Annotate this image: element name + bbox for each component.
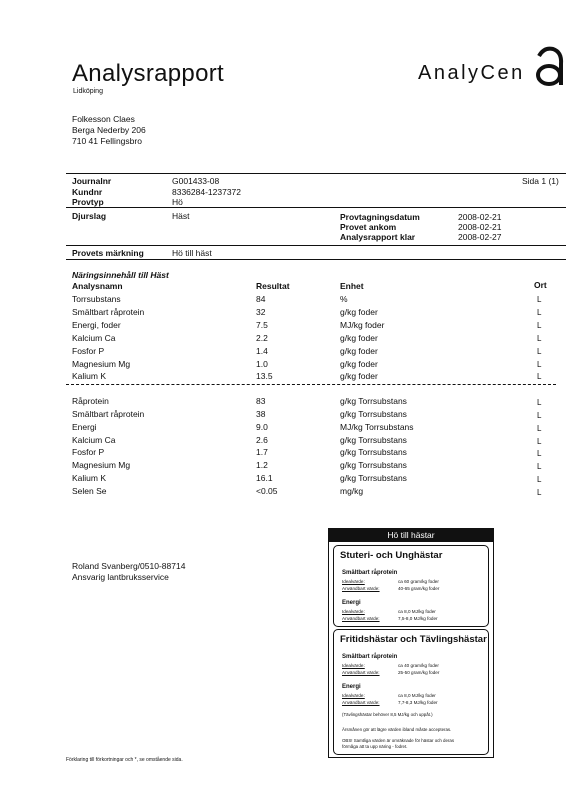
row-name: Kalium K xyxy=(72,371,107,381)
row-place: L xyxy=(537,321,542,330)
address-line-2: Berga Nederby 206 xyxy=(72,125,146,135)
protein-ideal-label: Idealvärde: xyxy=(342,579,365,584)
col-header-result: Resultat xyxy=(256,281,290,291)
panel-note: Ärsmånen gör att lägre värden ibland måste accepteras. xyxy=(342,727,452,732)
journal-value: G001433-08 xyxy=(172,176,220,186)
row-unit: MJ/kg Torrsubstans xyxy=(340,422,414,432)
animal-value: Häst xyxy=(172,211,190,221)
row-result: <0.05 xyxy=(256,486,278,496)
panel-title: Fritidshästar och Tävlingshästar xyxy=(340,634,487,645)
row-result: 1.0 xyxy=(256,359,268,369)
panel-title: Stuteri- och Unghästar xyxy=(340,550,443,561)
sampling-date-label: Provtagningsdatum xyxy=(340,212,420,222)
row-name: Smältbart råprotein xyxy=(72,307,145,317)
col-header-name: Analysnamn xyxy=(72,281,123,291)
reference-panel-stud xyxy=(333,545,489,627)
protein-title: Smältbart råprotein xyxy=(342,654,398,660)
address-line-3: 710 41 Fellingsbro xyxy=(72,136,142,146)
row-result: 83 xyxy=(256,396,266,406)
marking-value: Hö till häst xyxy=(172,248,212,258)
energy-usable-label: Användbart värde: xyxy=(342,700,380,705)
company-logo-text: AnalyCen xyxy=(418,62,525,84)
divider xyxy=(66,207,566,208)
row-place: L xyxy=(537,488,542,497)
row-result: 38 xyxy=(256,409,266,419)
divider xyxy=(66,245,566,246)
row-name: Råprotein xyxy=(72,396,109,406)
protein-usable-value: 25-50 gram/kg foder xyxy=(398,670,440,675)
row-place: L xyxy=(537,360,542,369)
energy-title: Energi xyxy=(342,684,361,690)
row-name: Torrsubstans xyxy=(72,294,121,304)
row-unit: g/kg Torrsubstans xyxy=(340,435,407,445)
energy-usable-value: 7,7-8,3 MJ/kg foder xyxy=(398,700,438,705)
row-unit: g/kg foder xyxy=(340,307,378,317)
row-name: Energi xyxy=(72,422,97,432)
sampling-date-value: 2008-02-21 xyxy=(458,212,502,222)
report-subtitle: Lidköping xyxy=(73,88,103,95)
row-place: L xyxy=(537,411,542,420)
row-result: 2.6 xyxy=(256,435,268,445)
energy-ideal-label: Idealvärde: xyxy=(342,693,365,698)
row-result: 9.0 xyxy=(256,422,268,432)
report-date-label: Analysrapport klar xyxy=(340,232,416,242)
reference-box xyxy=(328,528,494,758)
row-unit: % xyxy=(340,294,348,304)
row-result: 1.7 xyxy=(256,447,268,457)
marking-label: Provets märkning xyxy=(72,248,144,258)
protein-ideal-value: ca 40 gram/kg foder xyxy=(398,663,439,668)
address-line-1: Folkesson Claes xyxy=(72,114,135,124)
row-place: L xyxy=(537,475,542,484)
panel-note: (Tävlingshästar behöver 8,5 MJ/kg och uppåt.) xyxy=(342,712,433,717)
protein-ideal-value: ca 60 gram/kg foder xyxy=(398,579,439,584)
row-unit: g/kg foder xyxy=(340,359,378,369)
protein-ideal-label: Idealvärde: xyxy=(342,663,365,668)
row-result: 84 xyxy=(256,294,266,304)
energy-usable-label: Användbart värde: xyxy=(342,616,380,621)
row-unit: MJ/kg foder xyxy=(340,320,385,330)
row-place: L xyxy=(537,347,542,356)
panel-note: förmåga att ta upp näring - fodret. xyxy=(342,744,408,749)
row-name: Magnesium Mg xyxy=(72,460,131,470)
energy-ideal-value: ca 8,0 MJ/kg foder xyxy=(398,693,436,698)
row-name: Fosfor P xyxy=(72,346,105,356)
row-name: Kalcium Ca xyxy=(72,333,116,343)
analycen-a-logo-icon xyxy=(532,44,566,88)
divider xyxy=(66,173,566,174)
reference-panel-leisure xyxy=(333,629,489,755)
customer-label: Kundnr xyxy=(72,187,103,197)
row-result: 16.1 xyxy=(256,473,273,483)
reference-box-heading: Hö till hästar xyxy=(329,529,493,542)
panel-note: OBS! Samtliga värden är omräknade för hästar och deras xyxy=(342,738,455,743)
row-result: 1.2 xyxy=(256,460,268,470)
signature-role: Ansvarig lantbruksservice xyxy=(72,572,169,582)
sample-type-value: Hö xyxy=(172,197,183,207)
row-result: 32 xyxy=(256,307,266,317)
report-title: Analysrapport xyxy=(72,60,224,87)
row-place: L xyxy=(537,334,542,343)
customer-value: 8336284-1237372 xyxy=(172,187,242,197)
row-name: Smältbart råprotein xyxy=(72,409,145,419)
row-unit: g/kg foder xyxy=(340,333,378,343)
section-title: Näringsinnehåll till Häst xyxy=(72,270,169,280)
footer-note: Förklaring till förkortningar och *, se omstående sida. xyxy=(66,757,183,763)
animal-label: Djurslag xyxy=(72,211,107,221)
row-place: L xyxy=(537,372,542,381)
journal-label: Journalnr xyxy=(72,176,112,186)
col-header-unit: Enhet xyxy=(340,281,364,291)
energy-usable-value: 7,5-8,0 MJ/kg foder xyxy=(398,616,438,621)
row-result: 1.4 xyxy=(256,346,268,356)
row-place: L xyxy=(537,424,542,433)
sample-type-label: Provtyp xyxy=(72,197,104,207)
row-unit: g/kg Torrsubstans xyxy=(340,460,407,470)
row-name: Kalcium Ca xyxy=(72,435,116,445)
row-unit: g/kg Torrsubstans xyxy=(340,396,407,406)
energy-ideal-value: ca 8,0 MJ/kg foder xyxy=(398,609,436,614)
protein-usable-label: Användbart värde: xyxy=(342,586,380,591)
arrival-date-label: Provet ankom xyxy=(340,222,397,232)
row-result: 13.5 xyxy=(256,371,273,381)
protein-usable-label: Användbart värde: xyxy=(342,670,380,675)
col-header-place: Ort xyxy=(534,280,547,290)
protein-usable-value: 40-65 gram/kg foder xyxy=(398,586,440,591)
row-place: L xyxy=(537,295,542,304)
row-result: 2.2 xyxy=(256,333,268,343)
energy-ideal-label: Idealvärde: xyxy=(342,609,365,614)
protein-title: Smältbart råprotein xyxy=(342,570,398,576)
row-result: 7.5 xyxy=(256,320,268,330)
dashed-divider xyxy=(66,384,556,385)
row-place: L xyxy=(537,462,542,471)
row-unit: g/kg foder xyxy=(340,346,378,356)
row-name: Magnesium Mg xyxy=(72,359,131,369)
energy-title: Energi xyxy=(342,600,361,606)
row-unit: g/kg Torrsubstans xyxy=(340,473,407,483)
report-date-value: 2008-02-27 xyxy=(458,232,502,242)
row-unit: g/kg Torrsubstans xyxy=(340,447,407,457)
row-place: L xyxy=(537,437,542,446)
row-place: L xyxy=(537,398,542,407)
row-place: L xyxy=(537,308,542,317)
row-place: L xyxy=(537,449,542,458)
arrival-date-value: 2008-02-21 xyxy=(458,222,502,232)
divider xyxy=(66,259,566,260)
page-number: Sida 1 (1) xyxy=(522,176,559,186)
row-name: Kalium K xyxy=(72,473,107,483)
row-unit: g/kg Torrsubstans xyxy=(340,409,407,419)
row-name: Energi, foder xyxy=(72,320,121,330)
row-name: Selen Se xyxy=(72,486,107,496)
row-unit: g/kg foder xyxy=(340,371,378,381)
signature-name: Roland Svanberg/0510-88714 xyxy=(72,561,186,571)
row-name: Fosfor P xyxy=(72,447,105,457)
row-unit: mg/kg xyxy=(340,486,364,496)
